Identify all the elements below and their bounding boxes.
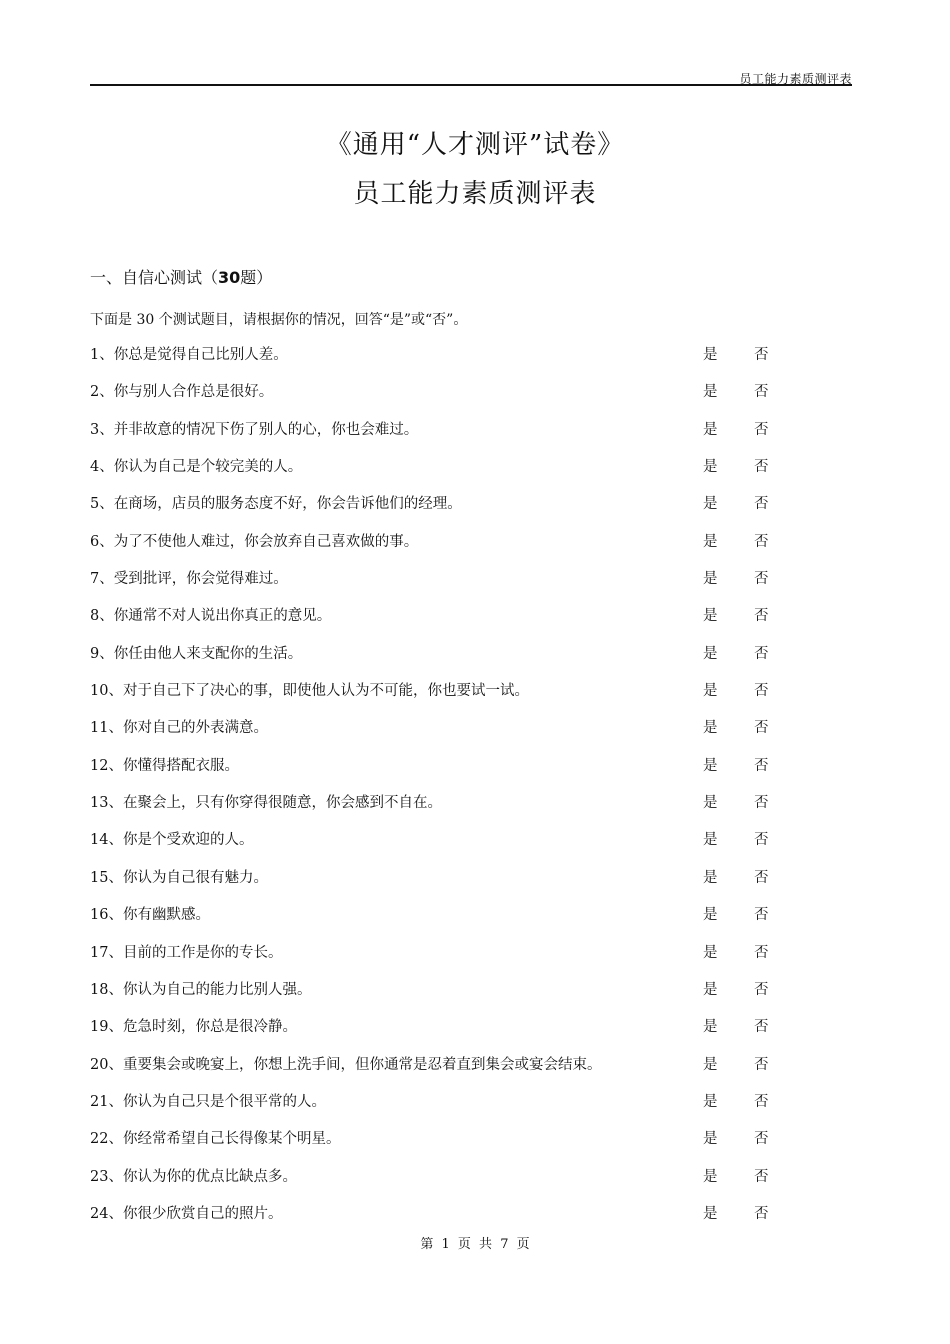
answer-no-option[interactable]: 否 xyxy=(754,533,769,550)
question-text: 6、为了不使他人难过，你会放弃自己喜欢做的事。 xyxy=(90,533,419,550)
question-text: 7、受到批评，你会觉得难过。 xyxy=(90,571,288,588)
question-row xyxy=(90,1016,790,1053)
question-list xyxy=(90,344,790,1240)
answer-yes-option[interactable]: 是 xyxy=(703,832,718,849)
question-row xyxy=(90,942,790,979)
section-count: 30 xyxy=(218,268,241,287)
answer-yes-option[interactable]: 是 xyxy=(703,1168,718,1185)
answer-no-option[interactable]: 否 xyxy=(754,832,769,849)
question-row xyxy=(90,904,790,941)
answer-yes-option[interactable]: 是 xyxy=(703,571,718,588)
answer-yes-option[interactable]: 是 xyxy=(703,347,718,363)
answer-no-option[interactable]: 否 xyxy=(754,981,769,998)
question-text: 18、你认为自己的能力比别人强。 xyxy=(90,981,312,998)
question-text: 15、你认为自己很有魅力。 xyxy=(90,869,268,886)
document-title: 《通用“人才测评”试卷》 xyxy=(325,130,625,160)
question-text: 22、你经常希望自己长得像某个明星。 xyxy=(90,1131,341,1148)
answer-yes-option[interactable]: 是 xyxy=(703,757,718,774)
question-text: 10、对于自己下了决心的事，即使他人认为不可能，你也要试一试。 xyxy=(90,683,529,700)
question-row xyxy=(90,568,790,605)
answer-yes-option[interactable]: 是 xyxy=(703,496,718,513)
answer-yes-option[interactable]: 是 xyxy=(703,1131,718,1148)
question-row xyxy=(90,605,790,642)
answer-no-option[interactable]: 否 xyxy=(754,795,769,812)
answer-no-option[interactable]: 否 xyxy=(754,683,769,700)
answer-yes-option[interactable]: 是 xyxy=(703,1056,718,1073)
section-suffix: 题） xyxy=(240,268,273,287)
question-text: 20、重要集会或晚宴上，你想上洗手间，但你通常是忍着直到集会或宴会结束。 xyxy=(90,1056,602,1073)
answer-no-option[interactable]: 否 xyxy=(754,1131,769,1148)
answer-yes-option[interactable]: 是 xyxy=(703,1205,718,1222)
answer-yes-option[interactable]: 是 xyxy=(703,608,718,625)
question-row xyxy=(90,1166,790,1203)
answer-no-option[interactable]: 否 xyxy=(754,720,769,737)
question-text: 5、在商场，店员的服务态度不好，你会告诉他们的经理。 xyxy=(90,496,462,513)
question-row xyxy=(90,867,790,904)
question-row xyxy=(90,493,790,530)
question-row xyxy=(90,755,790,792)
question-row xyxy=(90,1091,790,1128)
answer-yes-option[interactable]: 是 xyxy=(703,645,718,662)
question-row xyxy=(90,1054,790,1091)
question-text: 19、危急时刻，你总是很冷静。 xyxy=(90,1019,297,1036)
document-subtitle: 员工能力素质测评表 xyxy=(353,179,597,209)
answer-no-option[interactable]: 否 xyxy=(754,1056,769,1073)
question-row xyxy=(90,792,790,829)
answer-no-option[interactable]: 否 xyxy=(754,944,769,961)
header-rule xyxy=(90,84,852,86)
question-row xyxy=(90,717,790,754)
question-text: 13、在聚会上，只有你穿得很随意，你会感到不自在。 xyxy=(90,795,442,812)
answer-yes-option[interactable]: 是 xyxy=(703,944,718,961)
answer-no-option[interactable]: 否 xyxy=(754,347,769,363)
answer-yes-option[interactable]: 是 xyxy=(703,981,718,998)
answer-no-option[interactable]: 否 xyxy=(754,1168,769,1185)
question-text: 21、你认为自己只是个很平常的人。 xyxy=(90,1093,326,1110)
answer-no-option[interactable]: 否 xyxy=(754,571,769,588)
question-row xyxy=(90,680,790,717)
running-header: 员工能力素质测评表 xyxy=(739,72,852,86)
question-text: 1、你总是觉得自己比别人差。 xyxy=(90,347,288,363)
section-heading xyxy=(90,265,272,288)
answer-yes-option[interactable]: 是 xyxy=(703,459,718,476)
question-text: 4、你认为自己是个较完美的人。 xyxy=(90,459,303,476)
question-text: 9、你任由他人来支配你的生活。 xyxy=(90,645,303,662)
question-text: 17、目前的工作是你的专长。 xyxy=(90,944,283,961)
answer-no-option[interactable]: 否 xyxy=(754,496,769,513)
question-text: 2、你与别人合作总是很好。 xyxy=(90,384,274,401)
answer-no-option[interactable]: 否 xyxy=(754,1093,769,1110)
question-row xyxy=(90,829,790,866)
answer-yes-option[interactable]: 是 xyxy=(703,683,718,700)
answer-no-option[interactable]: 否 xyxy=(754,608,769,625)
question-row xyxy=(90,419,790,456)
answer-yes-option[interactable]: 是 xyxy=(703,907,718,924)
answer-no-option[interactable]: 否 xyxy=(754,384,769,401)
question-text: 23、你认为你的优点比缺点多。 xyxy=(90,1168,297,1185)
question-row xyxy=(90,381,790,418)
question-text: 3、并非故意的情况下伤了别人的心，你也会难过。 xyxy=(90,421,419,438)
question-text: 16、你有幽默感。 xyxy=(90,907,210,924)
question-row xyxy=(90,979,790,1016)
answer-yes-option[interactable]: 是 xyxy=(703,1019,718,1036)
question-row xyxy=(90,531,790,568)
question-text: 24、你很少欣赏自己的照片。 xyxy=(90,1205,283,1222)
question-row xyxy=(90,1128,790,1165)
question-row xyxy=(90,344,790,381)
answer-yes-option[interactable]: 是 xyxy=(703,1093,718,1110)
question-row xyxy=(90,456,790,493)
question-text: 11、你对自己的外表满意。 xyxy=(90,720,268,737)
question-text: 12、你懂得搭配衣服。 xyxy=(90,757,239,774)
answer-no-option[interactable]: 否 xyxy=(754,757,769,774)
answer-no-option[interactable]: 否 xyxy=(754,1205,769,1222)
instructions: 下面是 30 个测试题目，请根据你的情况，回答“是”或“否”。 xyxy=(90,312,468,328)
question-row xyxy=(90,643,790,680)
answer-yes-option[interactable]: 是 xyxy=(703,421,718,438)
answer-no-option[interactable]: 否 xyxy=(754,907,769,924)
answer-no-option[interactable]: 否 xyxy=(754,645,769,662)
answer-no-option[interactable]: 否 xyxy=(754,1019,769,1036)
answer-yes-option[interactable]: 是 xyxy=(703,384,718,401)
answer-yes-option[interactable]: 是 xyxy=(703,869,718,886)
answer-yes-option[interactable]: 是 xyxy=(703,795,718,812)
section-prefix: 一、自信心测试（ xyxy=(90,268,219,287)
question-text: 8、你通常不对人说出你真正的意见。 xyxy=(90,608,332,625)
answer-yes-option[interactable]: 是 xyxy=(703,720,718,737)
answer-no-option[interactable]: 否 xyxy=(754,421,769,438)
question-text: 14、你是个受欢迎的人。 xyxy=(90,832,254,849)
answer-yes-option[interactable]: 是 xyxy=(703,533,718,550)
page-footer: 第 1 页 共 7 页 xyxy=(420,1237,530,1252)
answer-no-option[interactable]: 否 xyxy=(754,459,769,476)
answer-no-option[interactable]: 否 xyxy=(754,869,769,886)
